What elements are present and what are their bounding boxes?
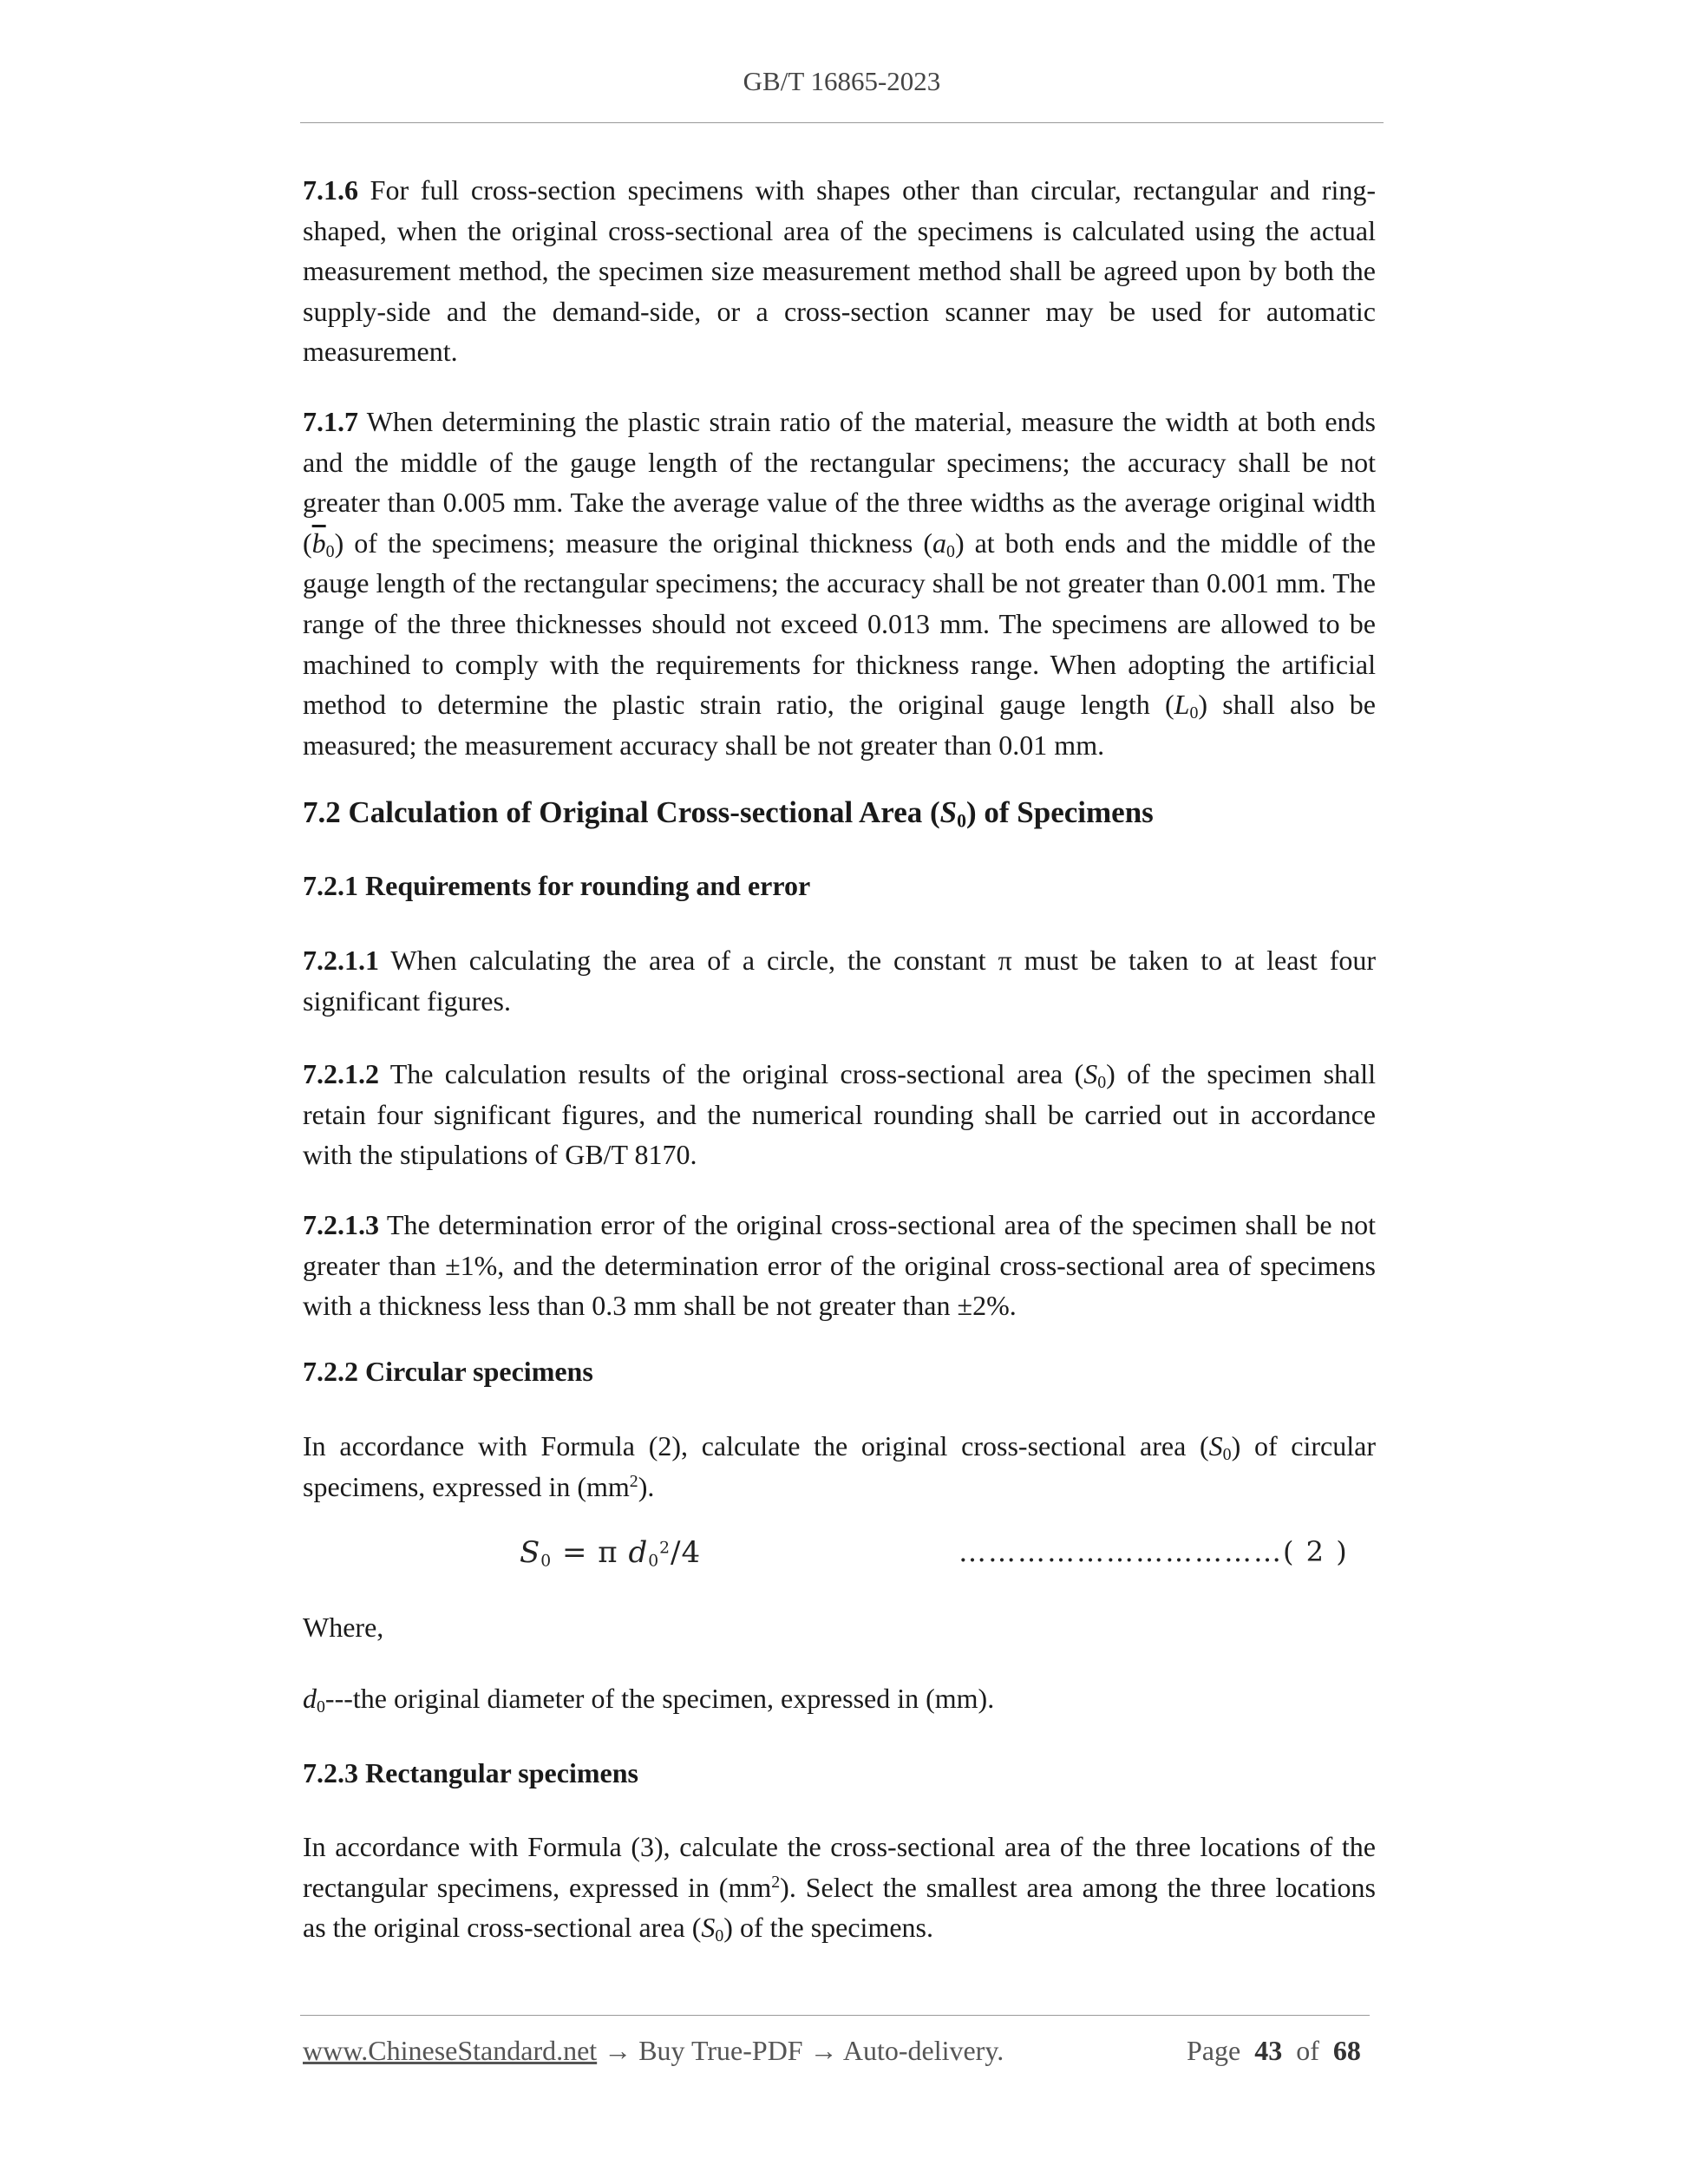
equation-number: ( 2 )	[1283, 1535, 1349, 1568]
clause-text: For full cross-section specimens with shapes other than circular, rectangular and ring-shaped, when the original cross-sectional area of the specimens is calculated using the actual measurement method, the specimen size measurement method shall be agreed upon by both the supply-side and the demand-side, or a cross-section scanner may be used for automatic measurement.	[303, 174, 1376, 368]
formula-tail: /4	[671, 1535, 702, 1570]
paragraph-circular	[303, 1426, 1376, 1507]
symbol-S: S	[1083, 1058, 1098, 1089]
paragraph-text: ) of the specimens.	[723, 1912, 933, 1944]
of-label: of	[1296, 2035, 1319, 2066]
footer-text: Auto-delivery.	[837, 2035, 1004, 2066]
subsection-heading-7-2-3: 7.2.3 Rectangular specimens	[303, 1757, 638, 1788]
arrow-icon: →	[604, 2035, 632, 2066]
clause-number: 7.2.1.3	[303, 1209, 379, 1240]
clause-7-1-7	[303, 402, 1376, 765]
subscript: 0	[648, 1552, 660, 1571]
subsection-heading-7-2-1: 7.2.1 Requirements for rounding and error	[303, 870, 811, 901]
section-heading-7-2	[303, 795, 1376, 830]
symbol-b-bar: $\overline{b}$	[311, 526, 326, 559]
symbol-a: a	[932, 526, 947, 559]
subscript: 0	[1189, 703, 1199, 723]
clause-text: When calculating the area of a circle, the constant π must be taken to at least four significant figures.	[303, 945, 1376, 1017]
paragraph-text: In accordance with Formula (3), calculate the cross-sectional area of the three locations of the rectangular specimens, expressed in (mm	[303, 1831, 1376, 1903]
site-link[interactable]: www.ChineseStandard.net	[303, 2035, 598, 2066]
page-number: 43	[1254, 2035, 1283, 2066]
clause-text: The determination error of the original cross-sectional area of the specimen shall be not greater than ±1%, and the determination error of the original cross-sectional area of specimens with a thickness less than 0.3 mm shall be not greater than ±2%.	[303, 1209, 1376, 1322]
symbol-d: d	[628, 1535, 649, 1570]
symbol-S: S	[1208, 1430, 1223, 1461]
document-header: GB/T 16865-2023	[743, 66, 941, 96]
superscript: 2	[771, 1872, 781, 1892]
clause-text: The calculation results of the original cross-sectional area (	[379, 1058, 1084, 1089]
clause-7-2-1-3	[303, 1205, 1376, 1326]
symbol-d: d	[303, 1683, 317, 1714]
symbol-L: L	[1174, 689, 1190, 721]
leader-dots: ……………………………	[958, 1535, 1283, 1568]
formula-number	[958, 1535, 1349, 1568]
paragraph-text: ). Select the smallest area among the three locations as the original cross-sectional area (	[303, 1871, 1377, 1944]
footer-promo	[303, 2035, 1004, 2067]
subscript: 0	[946, 541, 955, 561]
subscript: 0	[1222, 1444, 1232, 1464]
clause-7-2-1-1	[303, 940, 1376, 1021]
clause-7-2-1-2	[303, 1054, 1376, 1175]
subscript: 0	[325, 541, 335, 561]
clause-number: 7.1.7	[303, 406, 358, 437]
clause-text: When determining the plastic strain ratio of the material, measure the width at both ends and the middle of the gauge length of the rectangular specimens; the accuracy shall be not greater than 0.005 mm. Take the average value of the three widths as the average original width (	[303, 406, 1376, 559]
clause-text: ) shall also be measured; the measurement accuracy shall be not greater than 0.01 mm.	[303, 689, 1377, 761]
footer-divider	[300, 2015, 1370, 2016]
symbol-S: S	[701, 1912, 716, 1944]
subscript: 0	[1097, 1072, 1107, 1092]
clause-7-1-6	[303, 170, 1376, 372]
clause-number: 7.2.1.1	[303, 945, 379, 976]
subscript: 0	[957, 810, 966, 832]
subscript: 0	[540, 1552, 553, 1571]
subscript: 0	[715, 1926, 724, 1946]
page-indicator	[1187, 2035, 1361, 2067]
superscript: 2	[629, 1471, 638, 1491]
footer-text: Buy True-PDF	[631, 2035, 810, 2066]
subsection-heading-7-2-2: 7.2.2 Circular specimens	[303, 1356, 593, 1387]
clause-text: ) of the specimens; measure the original thickness (	[334, 526, 933, 559]
subscript: 0	[317, 1697, 325, 1716]
header-divider	[300, 122, 1384, 123]
definition-d0	[303, 1678, 1376, 1719]
formula-2	[303, 1535, 1378, 1579]
paragraph-text: ).	[638, 1470, 655, 1502]
where-label: Where,	[303, 1612, 384, 1643]
arrow-icon: →	[809, 2035, 838, 2066]
heading-text: ) of Specimens	[965, 795, 1154, 829]
clause-number: 7.2.1.2	[303, 1058, 379, 1089]
paragraph-text: ) of circular specimens, expressed in (mm	[303, 1430, 1377, 1502]
heading-text: 7.2 Calculation of Original Cross-sectional Area (	[303, 795, 940, 829]
paragraph-text: In accordance with Formula (2), calculate the original cross-sectional area (	[303, 1430, 1209, 1461]
clause-text: ) at both ends and the middle of the gauge length of the rectangular specimens; the accuracy shall be not greater than 0.001 mm. The range of the three thicknesses should not exceed 0.013 mm. The specimens are allowed to be machined to comply with the requirements for thickness range. When adopting the artificial method to determine the plastic strain ratio, the original gauge length (	[303, 526, 1377, 721]
definition-text: ---the original diameter of the specimen, expressed in (mm).	[324, 1683, 995, 1714]
symbol-S: S	[939, 795, 958, 829]
symbol-S: S	[520, 1535, 541, 1570]
page-total: 68	[1332, 2035, 1361, 2066]
clause-text: ) of the specimen shall retain four significant figures, and the numerical rounding shall be carried out in accordance with the stipulations of GB/T 8170.	[303, 1058, 1377, 1171]
paragraph-rectangular	[303, 1827, 1376, 1948]
formula-expression	[520, 1535, 701, 1570]
page-label: Page	[1187, 2035, 1241, 2066]
formula-operator: = π	[552, 1535, 629, 1570]
superscript: 2	[659, 1539, 671, 1558]
clause-number: 7.1.6	[303, 174, 358, 206]
